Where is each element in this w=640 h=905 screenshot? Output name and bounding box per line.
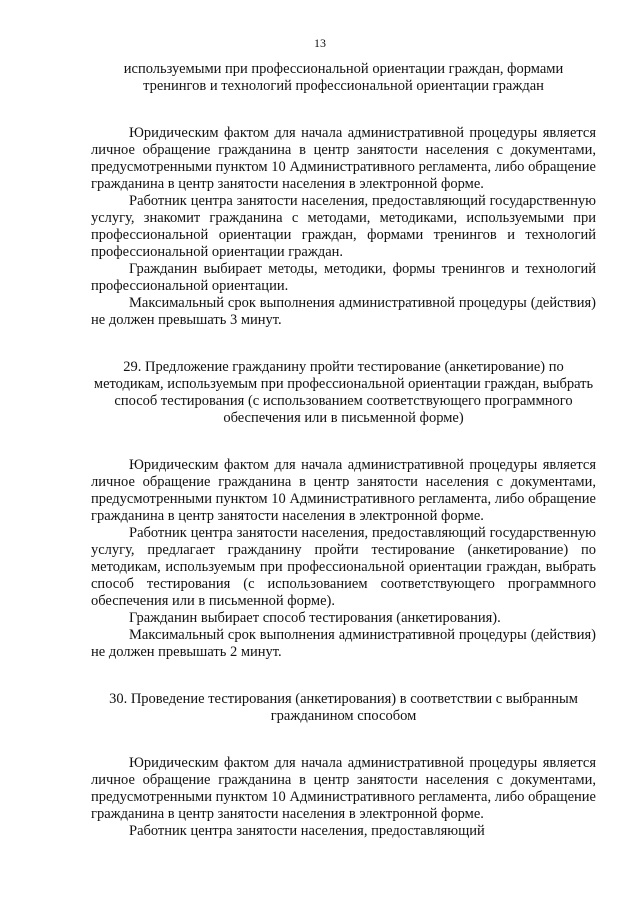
paragraph: Работник центра занятости населения, предоставляющий <box>129 823 485 839</box>
paragraph: Юридическим фактом для начала административной процедуры является личное обращение гражданина в центр занятости населения с документами, предусмотренными пунктом 10 Административного регламента, либо обращение гражданина в центр занятости населения в электронной форме. <box>91 125 596 192</box>
spacer <box>91 95 596 125</box>
paragraph: Работник центра занятости населения, предоставляющий государственную услугу, предлагает гражданину пройти тестирование (анкетирование) по методикам, используемым при профессиональной ориентации граждан, выбрать способ тестирования (с использованием соответствующего программного обеспечения или в письменной форме). <box>91 525 596 609</box>
page-number: 13 <box>314 36 326 50</box>
paragraph: Максимальный срок выполнения административной процедуры (действия) не должен превышать 3 минут. <box>91 295 596 328</box>
section-30-heading: 30. Проведение тестирования (анкетирования) в соответствии с выбранным гражданином способом <box>109 691 578 724</box>
paragraph: Юридическим фактом для начала административной процедуры является личное обращение гражданина в центр занятости населения с документами, предусмотренными пунктом 10 Административного регламента, либо обращение гражданина в центр занятости населения в электронной форме. <box>91 755 596 822</box>
paragraph: Юридическим фактом для начала административной процедуры является личное обращение гражданина в центр занятости населения с документами, предусмотренными пунктом 10 Административного регламента, либо обращение гражданина в центр занятости населения в электронной форме. <box>91 457 596 524</box>
paragraph: Работник центра занятости населения, предоставляющий государственную услугу, знакомит гражданина с методами, методиками, используемыми при профессиональной ориентации граждан, формами тренингов и технологий профессиональной ориентации граждан. <box>91 193 596 260</box>
paragraph: Гражданин выбирает способ тестирования (анкетирования). <box>129 610 501 626</box>
paragraph: Максимальный срок выполнения административной процедуры (действия) не должен превышать 2 минут. <box>91 627 596 660</box>
spacer <box>91 725 596 755</box>
spacer <box>91 661 596 691</box>
paragraph: Гражданин выбирает методы, методики, формы тренингов и технологий профессиональной ориентации. <box>91 261 596 294</box>
spacer <box>91 427 596 457</box>
intro-heading: используемыми при профессиональной ориентации граждан, формами тренингов и технологий профессиональной ориентации граждан <box>123 61 564 94</box>
section-29-heading: 29. Предложение гражданину пройти тестирование (анкетирование) по методикам, используемым при профессиональной ориентации граждан, выбрать способ тестирования (с использованием соответствующего программного обеспечения или в письменной форме) <box>93 359 594 426</box>
spacer <box>91 329 596 359</box>
document-body <box>91 61 596 840</box>
